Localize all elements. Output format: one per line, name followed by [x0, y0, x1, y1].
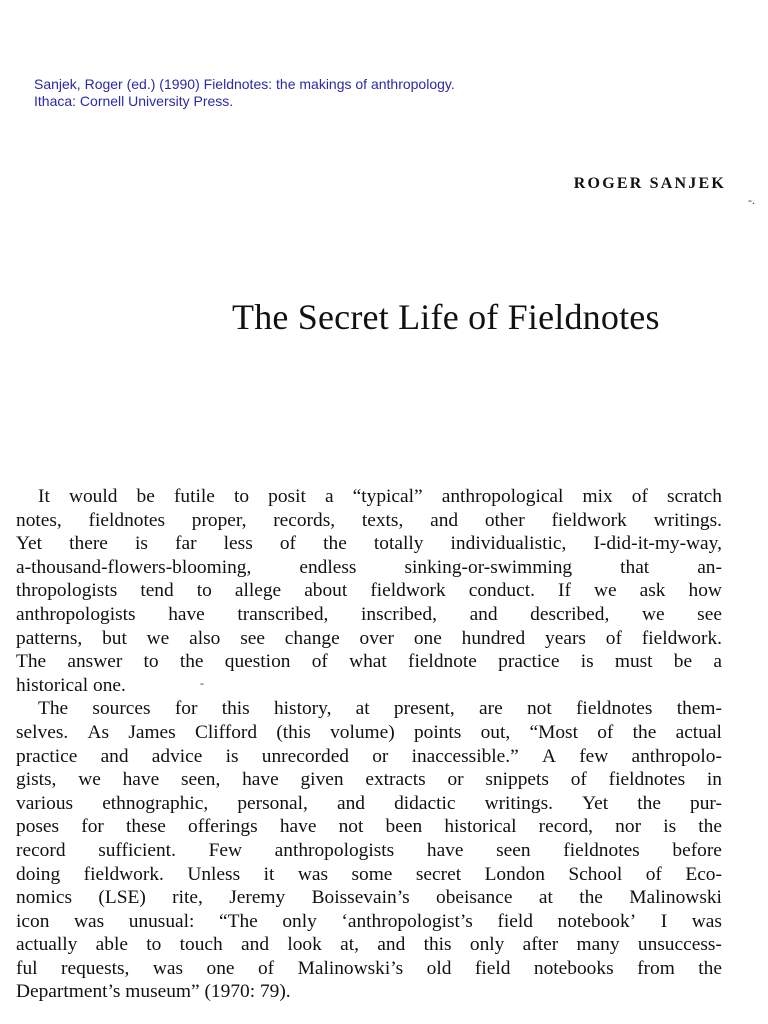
text-line: patterns, but we also see change over one hundred years of fieldwork.	[16, 627, 722, 649]
text-line: practice and advice is unrecorded or inaccessible.” A few anthropolo-	[16, 745, 722, 767]
text-line: doing fieldwork. Unless it was some secret London School of Eco-	[16, 863, 722, 885]
text-line: icon was unusual: “The only ‘anthropologist’s field notebook’ I was	[16, 910, 722, 932]
text-line: The answer to the question of what fieldnote practice is must be a	[16, 651, 722, 673]
text-line: selves. As James Clifford (this volume) points out, “Most of the actual	[16, 721, 722, 743]
text-line: thropologists tend to allege about fieldwork conduct. If we ask how	[16, 580, 722, 602]
text-line: anthropologists have transcribed, inscribed, and described, we see	[16, 603, 722, 625]
text-line: notes, fieldnotes proper, records, texts, and other fieldwork writings.	[16, 509, 722, 531]
text-line: gists, we have seen, have given extracts or snippets of fieldnotes in	[16, 769, 722, 791]
author-name: ROGER SANJEK	[573, 175, 726, 192]
text-line: various ethnographic, personal, and didactic writings. Yet the pur-	[16, 792, 722, 814]
body-text	[16, 485, 722, 1004]
text-line: actually able to touch and look at, and this only after many unsuccess-	[16, 934, 722, 956]
text-line: The sources for this history, at present, are not fieldnotes them-	[38, 698, 722, 720]
citation-line-1: Sanjek, Roger (ed.) (1990) Fieldnotes: the makings of anthropology.	[34, 76, 455, 92]
scan-mark: -.	[748, 193, 755, 207]
citation	[34, 76, 734, 110]
text-line: poses for these offerings have not been historical record, nor is the	[16, 816, 722, 838]
text-line: ful requests, was one of Malinowski’s old field notebooks from the	[16, 957, 722, 979]
text-line: Yet there is far less of the totally individualistic, I-did-it-my-way,	[16, 533, 722, 555]
citation-line-2: Ithaca: Cornell University Press.	[34, 93, 234, 109]
scan-mark: -	[200, 676, 204, 690]
text-line: It would be futile to posit a “typical” anthropological mix of scratch	[38, 486, 722, 507]
text-line: a-thousand-flowers-blooming, endless sinking-or-swimming that an-	[16, 556, 722, 578]
chapter-title: The Secret Life of Fieldnotes	[232, 297, 660, 337]
text-line: nomics (LSE) rite, Jeremy Boissevain’s obeisance at the Malinowski	[16, 887, 722, 909]
text-line: historical one.	[16, 674, 126, 696]
text-line: Department’s museum” (1970: 79).	[16, 981, 291, 1003]
text-line: record sufficient. Few anthropologists have seen fieldnotes before	[16, 839, 722, 861]
